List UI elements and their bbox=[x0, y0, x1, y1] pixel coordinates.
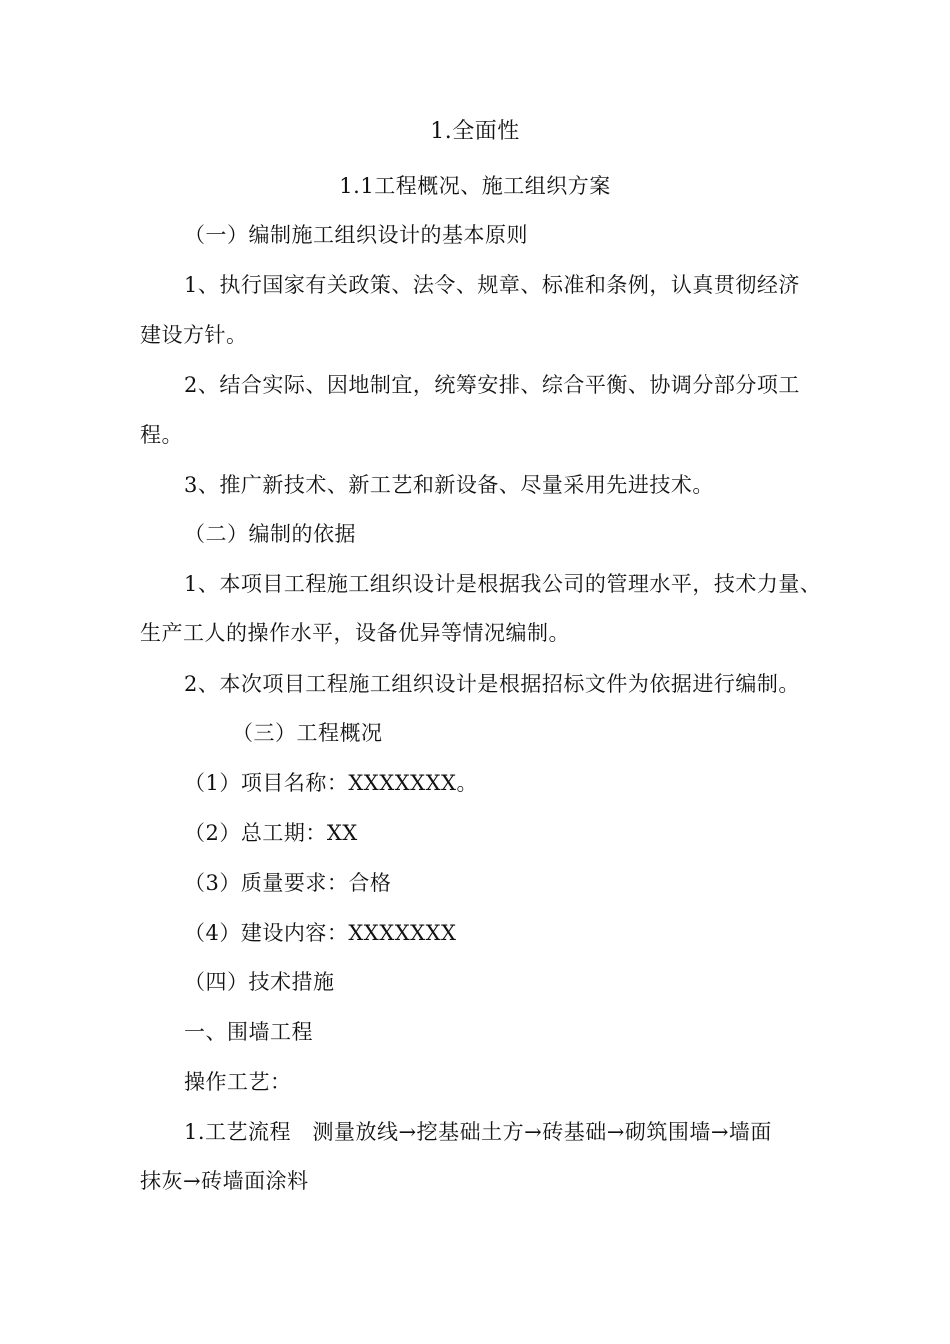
paragraph-4-line-2: 生产工人的操作水平，设备优异等情况编制。 bbox=[140, 621, 570, 645]
section-heading-4: （四）技术措施 bbox=[184, 970, 335, 994]
section-heading-2: （二）编制的依据 bbox=[184, 522, 356, 546]
section-heading-1: （一）编制施工组织设计的基本原则 bbox=[184, 223, 528, 247]
overview-item-1: （1）项目名称：XXXXXXX。 bbox=[184, 771, 479, 795]
overview-item-2: （2）总工期：XX bbox=[184, 821, 358, 845]
process-label: 操作工艺： bbox=[184, 1070, 292, 1094]
process-flow-line-2: 抹灰→砖墙面涂料 bbox=[140, 1169, 309, 1193]
process-flow-line-1: 1.工艺流程 测量放线→挖基础土方→砖基础→砌筑围墙→墙面 bbox=[184, 1120, 772, 1144]
paragraph-3: 3、推广新技术、新工艺和新设备、尽量采用先进技术。 bbox=[184, 473, 714, 497]
overview-item-3: （3）质量要求：合格 bbox=[184, 871, 392, 895]
paragraph-2-line-1: 2、结合实际、因地制宜，统筹安排、综合平衡、协调分部分项工 bbox=[184, 373, 800, 397]
overview-item-4: （4）建设内容：XXXXXXX bbox=[184, 921, 457, 945]
paragraph-2-line-2: 程。 bbox=[140, 423, 183, 447]
document-subtitle: 1.1工程概况、施工组织方案 bbox=[339, 174, 611, 198]
wall-heading: 一、围墙工程 bbox=[184, 1020, 313, 1044]
section-heading-3: （三）工程概况 bbox=[232, 721, 383, 745]
paragraph-1-line-1: 1、执行国家有关政策、法令、规章、标准和条例，认真贯彻经济 bbox=[184, 273, 800, 297]
paragraph-4-line-1: 1、本项目工程施工组织设计是根据我公司的管理水平，技术力量、 bbox=[184, 572, 822, 596]
document-title: 1.全面性 bbox=[430, 119, 520, 144]
paragraph-1-line-2: 建设方针。 bbox=[140, 323, 248, 347]
paragraph-5: 2、本次项目工程施工组织设计是根据招标文件为依据进行编制。 bbox=[184, 672, 800, 696]
